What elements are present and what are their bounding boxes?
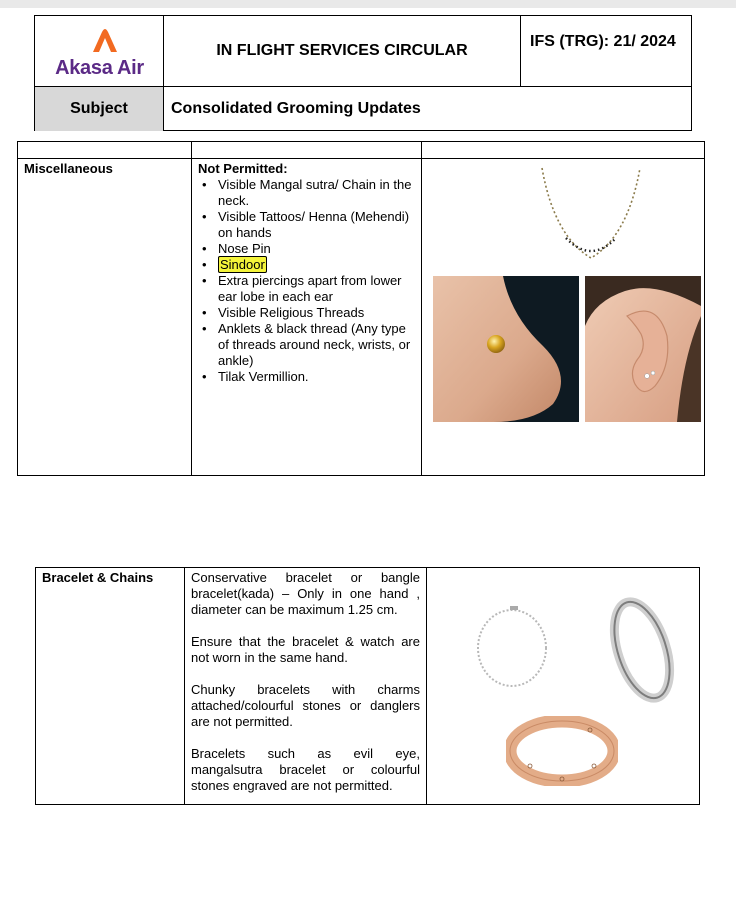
silver-bangle-image [602, 594, 682, 706]
rule-paragraph: Ensure that the bracelet & watch are not worn in the same hand. [191, 634, 420, 665]
subject-label: Subject [35, 87, 164, 131]
bracelet-table [35, 567, 700, 805]
logo-cell [35, 16, 164, 87]
list-item: • Tilak Vermillion. [200, 369, 420, 385]
list-item: • Visible Tattoos/ Henna (Mehendi) on hands [200, 209, 420, 241]
logo-text: Akasa Air [55, 57, 144, 79]
list-item: • Visible Mangal sutra/ Chain in the neck. [200, 177, 420, 209]
not-permitted-list [200, 177, 420, 385]
circular-reference: IFS (TRG): 21/ 2024 [521, 16, 692, 87]
gold-bangle-image [506, 716, 618, 786]
chain-image [536, 166, 646, 266]
list-item: • Nose Pin [200, 241, 420, 257]
table-divider [191, 142, 192, 475]
highlighted-text: Sindoor [220, 257, 265, 272]
table-divider [421, 142, 422, 475]
bracelet-label: Bracelet & Chains [42, 570, 154, 585]
rule-paragraph: Chunky bracelets with charms attached/colourful stones or danglers are not permitted. [191, 682, 420, 729]
subject-value: Consolidated Grooming Updates [171, 100, 421, 117]
top-band [0, 0, 736, 8]
akasa-logo-icon [90, 26, 120, 54]
rule-paragraph: Conservative bracelet or bangle bracelet(kada) – Only in one hand , diameter can be maximum 1.25 cm. [191, 570, 420, 617]
rule-paragraph: Bracelets such as evil eye, mangalsutra bracelet or colourful stones engraved are not permitted. [191, 746, 420, 793]
chain-bracelet-image [472, 604, 556, 692]
list-item [200, 257, 420, 273]
list-item: • Visible Religious Threads [200, 305, 420, 321]
not-permitted-heading: Not Permitted: [198, 161, 288, 176]
miscellaneous-label: Miscellaneous [24, 161, 113, 176]
bracelet-rules [191, 570, 420, 810]
ear-piercing-image [585, 276, 701, 422]
list-item: • Anklets & black thread (Any type of threads around neck, wrists, or ankle) [200, 321, 420, 369]
table-divider [426, 568, 427, 804]
list-item: • Extra piercings apart from lower ear lobe in each ear [200, 273, 420, 305]
miscellaneous-table [17, 141, 705, 476]
circular-header [34, 15, 692, 131]
circular-title: IN FLIGHT SERVICES CIRCULAR [164, 16, 521, 87]
table-divider [18, 158, 704, 159]
table-divider [184, 568, 185, 804]
nose-pin-image [433, 276, 579, 422]
